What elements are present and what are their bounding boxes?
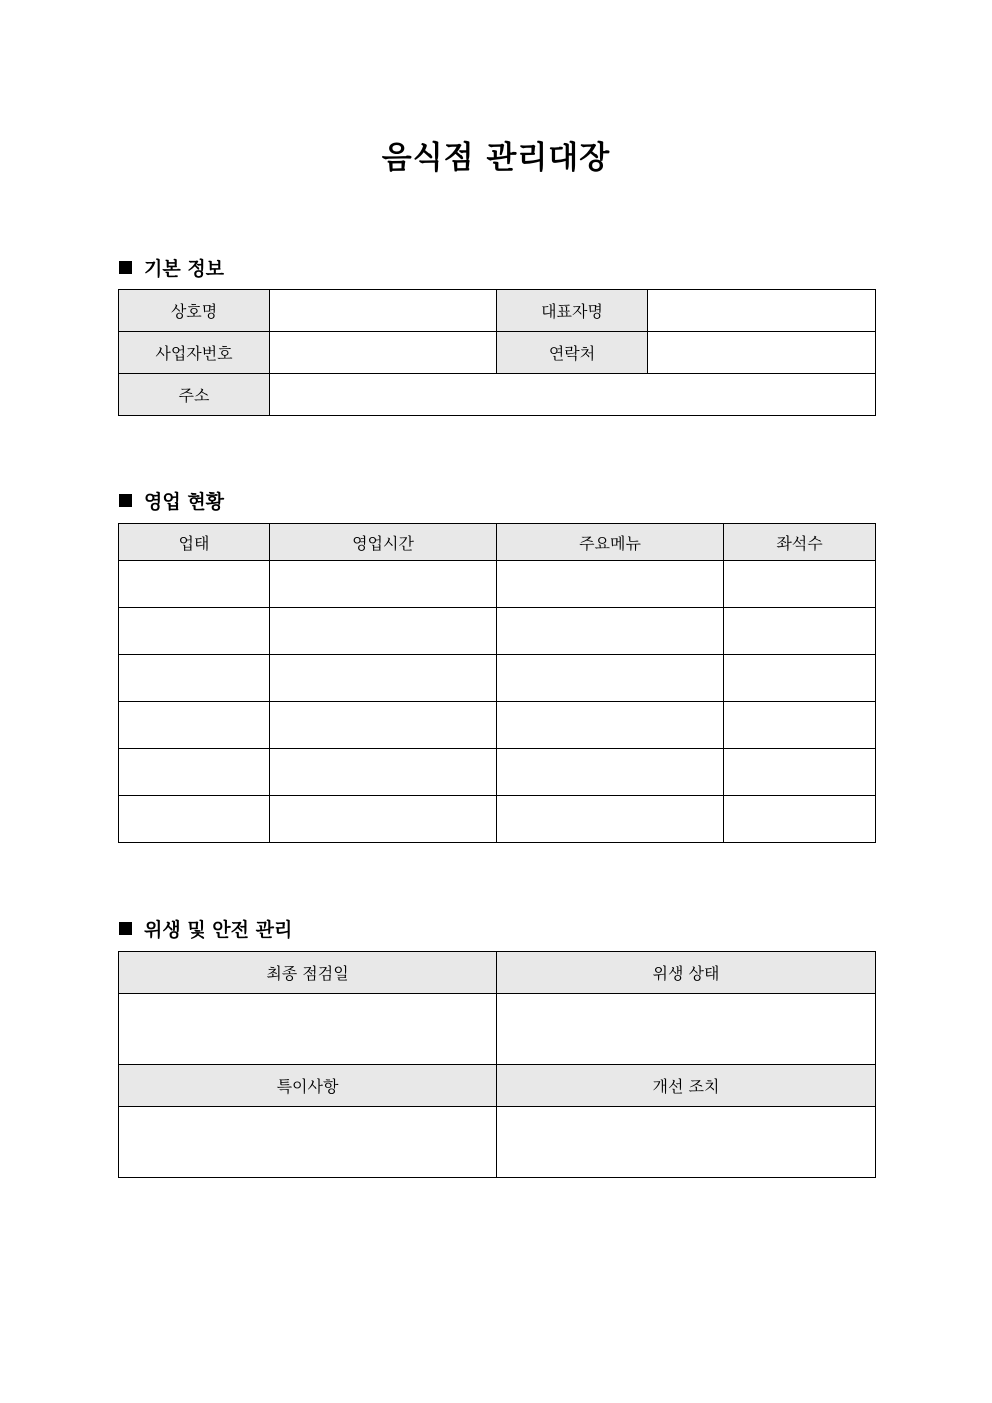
seat-count-cell[interactable] (724, 796, 876, 843)
improvements-label: 개선 조치 (497, 1065, 876, 1107)
business-hours-cell[interactable] (270, 561, 497, 608)
table-row (119, 608, 876, 655)
square-bullet-icon (119, 494, 132, 507)
contact-field[interactable] (648, 332, 876, 374)
remarks-label: 특이사항 (119, 1065, 497, 1107)
business-type-cell[interactable] (119, 749, 270, 796)
table-row (119, 332, 876, 374)
seat-count-cell[interactable] (724, 702, 876, 749)
column-header: 영업시간 (270, 524, 497, 561)
table-row (119, 796, 876, 843)
section-heading-operations (119, 487, 224, 514)
table-header-row (119, 952, 876, 994)
last-inspection-label: 최종 점검일 (119, 952, 497, 994)
business-hours-cell[interactable] (270, 796, 497, 843)
main-menu-cell[interactable] (497, 561, 724, 608)
business-hours-cell[interactable] (270, 608, 497, 655)
business-name-field[interactable] (270, 290, 497, 332)
business-hours-cell[interactable] (270, 655, 497, 702)
seat-count-cell[interactable] (724, 749, 876, 796)
representative-field[interactable] (648, 290, 876, 332)
address-field[interactable] (270, 374, 876, 416)
main-menu-cell[interactable] (497, 749, 724, 796)
remarks-field[interactable] (119, 1107, 497, 1178)
page-title: 음식점 관리대장 (381, 140, 611, 176)
square-bullet-icon (119, 922, 132, 935)
address-label: 주소 (119, 374, 270, 416)
hygiene-table (118, 951, 876, 1178)
square-bullet-icon (119, 261, 132, 274)
section-heading-text: 기본 정보 (144, 258, 225, 280)
business-type-cell[interactable] (119, 655, 270, 702)
improvements-field[interactable] (497, 1107, 876, 1178)
business-type-cell[interactable] (119, 702, 270, 749)
table-row (119, 994, 876, 1065)
business-hours-cell[interactable] (270, 749, 497, 796)
main-menu-cell[interactable] (497, 796, 724, 843)
section-heading-basic-info (119, 254, 224, 281)
table-row (119, 290, 876, 332)
main-menu-cell[interactable] (497, 655, 724, 702)
last-inspection-field[interactable] (119, 994, 497, 1065)
seat-count-cell[interactable] (724, 608, 876, 655)
business-type-cell[interactable] (119, 796, 270, 843)
column-header: 주요메뉴 (497, 524, 724, 561)
main-menu-cell[interactable] (497, 608, 724, 655)
section-heading-hygiene (119, 915, 292, 942)
registration-no-field[interactable] (270, 332, 497, 374)
table-row (119, 1107, 876, 1178)
table-header-row (119, 524, 876, 561)
business-hours-cell[interactable] (270, 702, 497, 749)
registration-no-label: 사업자번호 (119, 332, 270, 374)
column-header: 업태 (119, 524, 270, 561)
table-row (119, 749, 876, 796)
table-row (119, 702, 876, 749)
table-row (119, 561, 876, 608)
seat-count-cell[interactable] (724, 655, 876, 702)
business-type-cell[interactable] (119, 561, 270, 608)
basic-info-table (118, 289, 876, 416)
column-header: 좌석수 (724, 524, 876, 561)
operations-table (118, 523, 876, 843)
hygiene-status-label: 위생 상태 (497, 952, 876, 994)
contact-label: 연락처 (497, 332, 648, 374)
section-heading-text: 위생 및 안전 관리 (144, 919, 293, 941)
business-name-label: 상호명 (119, 290, 270, 332)
representative-label: 대표자명 (497, 290, 648, 332)
business-type-cell[interactable] (119, 608, 270, 655)
table-row (119, 374, 876, 416)
hygiene-status-field[interactable] (497, 994, 876, 1065)
table-header-row (119, 1065, 876, 1107)
main-menu-cell[interactable] (497, 702, 724, 749)
table-row (119, 655, 876, 702)
seat-count-cell[interactable] (724, 561, 876, 608)
section-heading-text: 영업 현황 (144, 491, 225, 513)
